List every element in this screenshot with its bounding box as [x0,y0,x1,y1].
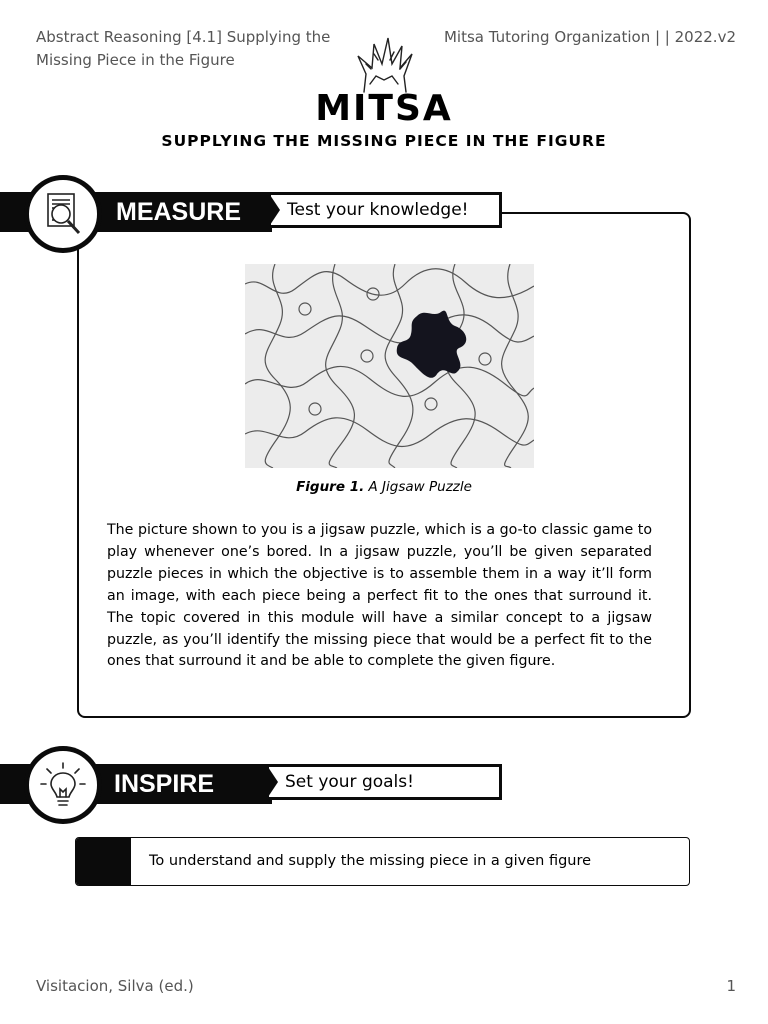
goal-text: To understand and supply the missing piece in a given figure [149,853,592,869]
brand-name: MITSA [315,88,453,129]
magnifier-document-icon [39,190,87,238]
measure-paragraph: The picture shown to you is a jigsaw puzzle, which is a go-to classic game to play whenever one’s bored. In a jigsaw puzzle, you’ll be given separated puzzle pieces in which the objective is to assemble them in a way it’ll form an image, with each piece being a perfect fit to the ones that surround it. The topic covered in this module will have a similar concept to a jigsaw puzzle, as you’ll identify the missing piece that would be a perfect fit to the ones that surround it and be able to complete the given figure. [107,522,652,670]
inspire-tagline: Set your goals! [266,764,502,800]
inspire-label: INSPIRE [114,770,215,798]
goal-box [75,837,690,886]
measure-label: MEASURE [116,198,242,226]
footer-author: Visitacion, Silva (ed.) [36,977,194,995]
goal-box-tab [76,838,131,885]
jigsaw-puzzle-image [245,264,534,468]
inspire-icon-badge [27,749,99,821]
crown-icon [344,34,424,94]
page-number: 1 [726,977,736,995]
document-header-title: Abstract Reasoning [4.1] Supplying the Missing Piece in the Figure [36,28,331,69]
figure-caption-label: Figure 1. [296,479,365,495]
lightbulb-icon [39,761,87,809]
measure-icon-badge [27,178,99,250]
measure-tagline: Test your knowledge! [268,192,502,228]
page-subtitle: SUPPLYING THE MISSING PIECE IN THE FIGURE [161,132,607,150]
organization-header: Mitsa Tutoring Organization | | 2022.v2 [443,28,736,46]
figure-caption-text: A Jigsaw Puzzle [368,479,472,495]
figure-caption [0,479,768,495]
